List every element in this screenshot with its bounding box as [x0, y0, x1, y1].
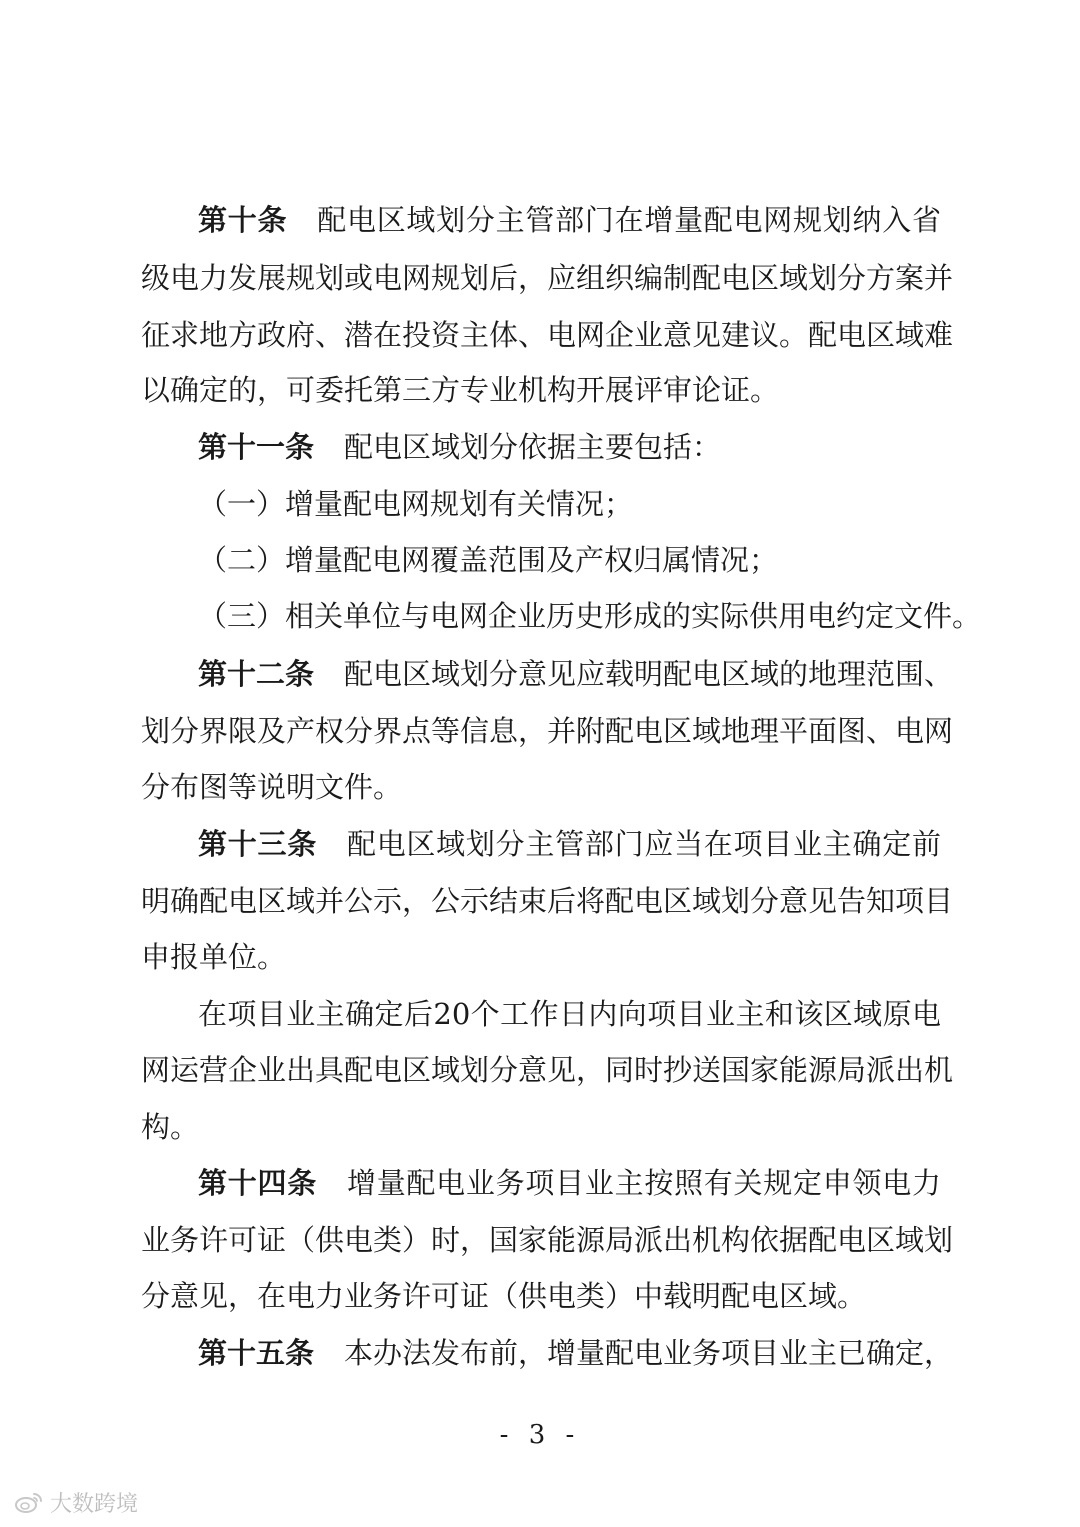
- article-11-line-1: [198, 427, 941, 467]
- article-14-line-2: 业务许可证（供电类）时，国家能源局派出机构依据配电区域划: [141, 1223, 954, 1257]
- article-15-line-1: [198, 1333, 954, 1373]
- page-number: - 3 -: [499, 1420, 581, 1450]
- watermark-text: 大数跨境: [50, 1491, 139, 1517]
- article-11-item-3: （三）相关单位与电网企业历史形成的实际供用电约定文件。: [198, 599, 982, 633]
- article-10-line-2: 级电力发展规划或电网规划后，应组织编制配电区域划分方案并: [141, 261, 954, 295]
- article-11-text-1: 配电区域划分依据主要包括：: [344, 430, 722, 464]
- article-13-para-2-line-2: 网运营企业出具配电区域划分意见，同时抄送国家能源局派出机: [141, 1053, 954, 1087]
- article-15-text-1: 本办法发布前，增量配电业务项目业主已确定，: [344, 1336, 954, 1370]
- article-14-line-1: [198, 1163, 941, 1203]
- article-14-heading: 第十四条: [198, 1166, 317, 1200]
- article-13-heading: 第十三条: [198, 827, 317, 861]
- article-10-line-1: [198, 200, 941, 240]
- weibo-icon: [14, 1490, 44, 1514]
- article-13-text-1: 配电区域划分主管部门应当在项目业主确定前: [346, 827, 941, 861]
- article-15-heading: 第十五条: [198, 1336, 315, 1370]
- article-12-line-3: 分布图等说明文件。: [141, 770, 403, 804]
- article-11-heading: 第十一条: [198, 430, 315, 464]
- article-13-para-2-line-1: 在项目业主确定后20个工作日内向项目业主和该区域原电: [198, 997, 941, 1031]
- article-10-heading: 第十条: [198, 203, 288, 237]
- article-13-para-2-line-3: 构。: [141, 1110, 200, 1144]
- article-11-item-1: （一）增量配电网规划有关情况；: [198, 487, 634, 521]
- article-12-heading: 第十二条: [198, 657, 315, 691]
- article-13-line-3: 申报单位。: [141, 940, 287, 974]
- article-13-line-2: 明确配电区域并公示，公示结束后将配电区域划分意见告知项目: [141, 884, 954, 918]
- article-14-line-3: 分意见，在电力业务许可证（供电类）中载明配电区域。: [141, 1279, 867, 1313]
- article-14-text-1: 增量配电业务项目业主按照有关规定申领电力: [346, 1166, 941, 1200]
- article-11-item-2: （二）增量配电网覆盖范围及产权归属情况；: [198, 543, 779, 577]
- article-13-line-1: [198, 824, 941, 864]
- article-10-line-3: 征求地方政府、潜在投资主体、电网企业意见建议。配电区域难: [141, 318, 954, 352]
- watermark: [14, 1487, 138, 1517]
- article-10-text-1: 配电区域划分主管部门在增量配电网规划纳入省: [317, 203, 941, 237]
- article-12-text-1: 配电区域划分意见应载明配电区域的地理范围、: [344, 657, 954, 691]
- article-12-line-1: [198, 654, 954, 694]
- article-10-line-4: 以确定的，可委托第三方专业机构开展评审论证。: [141, 373, 780, 407]
- article-12-line-2: 划分界限及产权分界点等信息，并附配电区域地理平面图、电网: [141, 714, 954, 748]
